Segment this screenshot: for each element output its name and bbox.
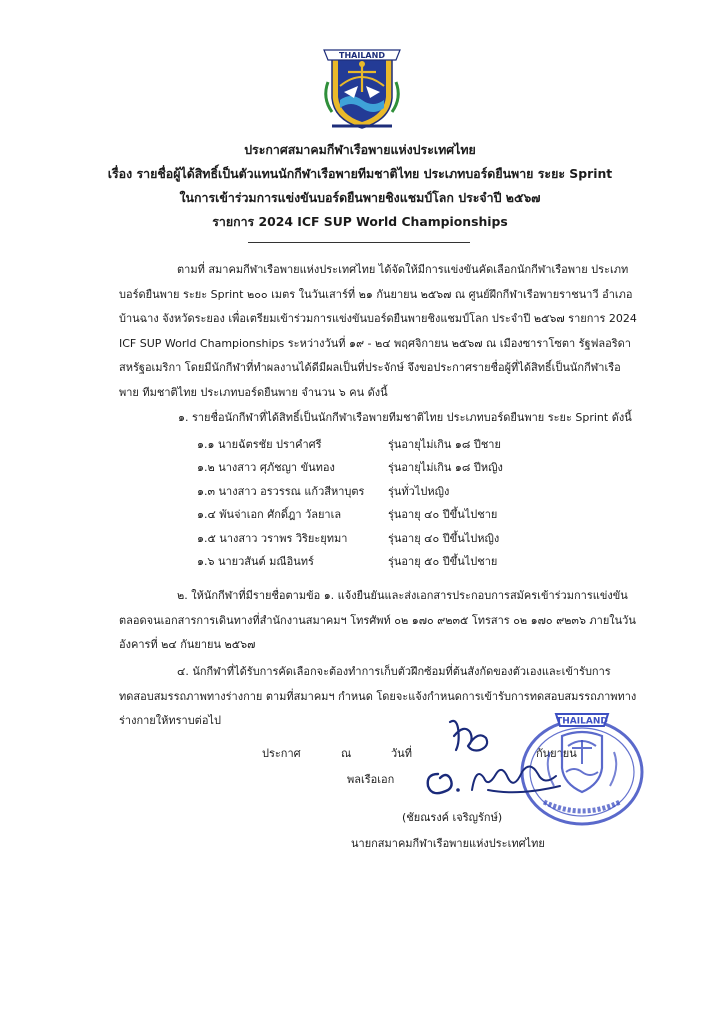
athlete-category: รุ่นอายุไม่เกิน ๑๘ ปีชาย xyxy=(388,437,501,451)
athlete-name: ๑.๒ นางสาว ศุภัชญา ขันทอง xyxy=(197,461,335,475)
header-line-2: เรื่อง รายชื่อผู้ได้สิทธิ์เป็นตัวแทนนักกีฬาเรือพายทีมชาติไทย ประเภทบอร์ดยืนพาย ระยะ Sprint xyxy=(107,166,613,181)
signer-position: นายกสมาคมกีฬาเรือพายแห่งประเทศไทย xyxy=(351,837,545,850)
handwritten-signature xyxy=(418,716,568,806)
logo-banner-text: THAILAND xyxy=(339,51,385,60)
confirmation-paragraph: ๒. ให้นักกีฬาที่มีรายชื่อตามข้อ ๑. แจ้งยืนยันและส่งเอกสารประกอบการสมัครเข้าร่วมการแข่งขัน ตลอดจนเอกสารการเดินทางที่สำนักงานสมาคมฯ โทรศัพท์ ๐๒ ๑๗๐ ๙๒๓๕ โทรสาร ๐๒ ๑๗๐ ๙๒๓๖ ภายในวันอังคารที่ ๒๔ กันยายน ๒๕๖๗ xyxy=(119,589,636,651)
list-item xyxy=(197,479,503,503)
athlete-name: ๑.๕ นางสาว วราพร วิริยะยุทมา xyxy=(197,531,348,545)
header-divider xyxy=(248,242,470,243)
list-item xyxy=(197,503,503,527)
signer-name: (ชัยณรงค์ เจริญรักษ์) xyxy=(402,811,503,824)
month-label: กันยายน xyxy=(536,747,577,760)
athlete-name: ๑.๔ พันจ่าเอก ศักดิ์ฎา วัลยาเล xyxy=(197,508,342,522)
announcement-header xyxy=(0,138,720,234)
athlete-name: ๑.๑ นายฉัตรชัย ปราคำศรี xyxy=(197,437,322,451)
announced-label: ประกาศ xyxy=(262,747,301,760)
list-item xyxy=(197,526,503,550)
athlete-category: รุ่นอายุ ๔๐ ปีขึ้นไปชาย xyxy=(388,508,498,522)
training-paragraph: ๔. นักกีฬาที่ได้รับการคัดเลือกจะต้องทำการเก็บตัวฝึกซ้อมที่ต้นสังกัดของตัวเองและเข้ารับการทดสอบสมรรถภาพทางร่างกาย ตามที่สมาคมฯ กำหนด โดยจะแจ้งกำหนดการเข้ารับการทดสอบสมรรถภาพทางร่างกายให้ทราบต่อไป xyxy=(119,665,637,727)
at-label: ณ xyxy=(341,747,352,760)
list-item xyxy=(197,550,503,574)
intro-paragraph: ตามที่ สมาคมกีฬาเรือพายแห่งประเทศไทย ได้จัดให้มีการแข่งขันคัดเลือกนักกีฬาเรือพาย ประเภทบอร์ดยืนพาย ระยะ Sprint ๒๐๐ เมตร ในวันเสาร์ที่ ๒๑ กันยายน ๒๕๖๗ ณ ศูนย์ฝึกกีฬาเรือพายราชนาวี อำเภอบ้านฉาง จังหวัดระยอง เพื่อเตรียมเข้าร่วมการแข่งขันบอร์ดยืนพายชิงแชมป์โลก ประจำปี ๒๕๖๗ รายการ 2024 ICF SUP World Championships ระหว่างวันที่ ๑๙ - ๒๔ พฤศจิกายน ๒๕๖๗ ณ เมืองซาราโซตา รัฐฟลอริดา สหรัฐอเมริกา โดยมีนักกีฬาที่ทำผลงานได้ดีมีผลเป็นที่ประจักษ์ จึงขอประกาศรายชื่อผู้ที่ได้สิทธิ์เป็นนักกีฬาเรือพาย ทีมชาติไทย ประเภทบอร์ดยืนพาย จำนวน ๖ คน ดังนี้ xyxy=(119,263,637,399)
athlete-list-heading: ๑. รายชื่อนักกีฬาที่ได้สิทธิ์เป็นนักกีฬาเรือพายทีมชาติไทย ประเภทบอร์ดยืนพาย ระยะ Sprint ดังนี้ xyxy=(178,411,632,424)
athlete-category: รุ่นอายุ ๕๐ ปีขึ้นไปชาย xyxy=(388,555,498,569)
athlete-category: รุ่นทั่วไปหญิง xyxy=(388,484,450,498)
athlete-list xyxy=(197,432,503,573)
date-label: วันที่ xyxy=(391,747,412,760)
header-line-1: ประกาศสมาคมกีฬาเรือพายแห่งประเทศไทย xyxy=(244,142,476,157)
seal-banner-text: THAILAND xyxy=(556,716,608,727)
athlete-name: ๑.๖ นายวสันต์ มณีอินทร์ xyxy=(197,555,314,569)
list-item xyxy=(197,432,503,456)
athlete-name: ๑.๓ นางสาว อรวรรณ แก้วสีหาบุตร xyxy=(197,484,365,498)
list-item xyxy=(197,456,503,480)
athlete-category: รุ่นอายุไม่เกิน ๑๘ ปีหญิง xyxy=(388,461,503,475)
association-logo xyxy=(318,42,406,132)
signer-rank: พลเรือเอก xyxy=(347,773,395,786)
header-line-4: รายการ 2024 ICF SUP World Championships xyxy=(212,214,508,229)
athlete-category: รุ่นอายุ ๔๐ ปีขึ้นไปหญิง xyxy=(388,531,500,545)
header-line-3: ในการเข้าร่วมการแข่งขันบอร์ดยืนพายชิงแชมป์โลก ประจำปี ๒๕๖๗ xyxy=(179,190,541,205)
